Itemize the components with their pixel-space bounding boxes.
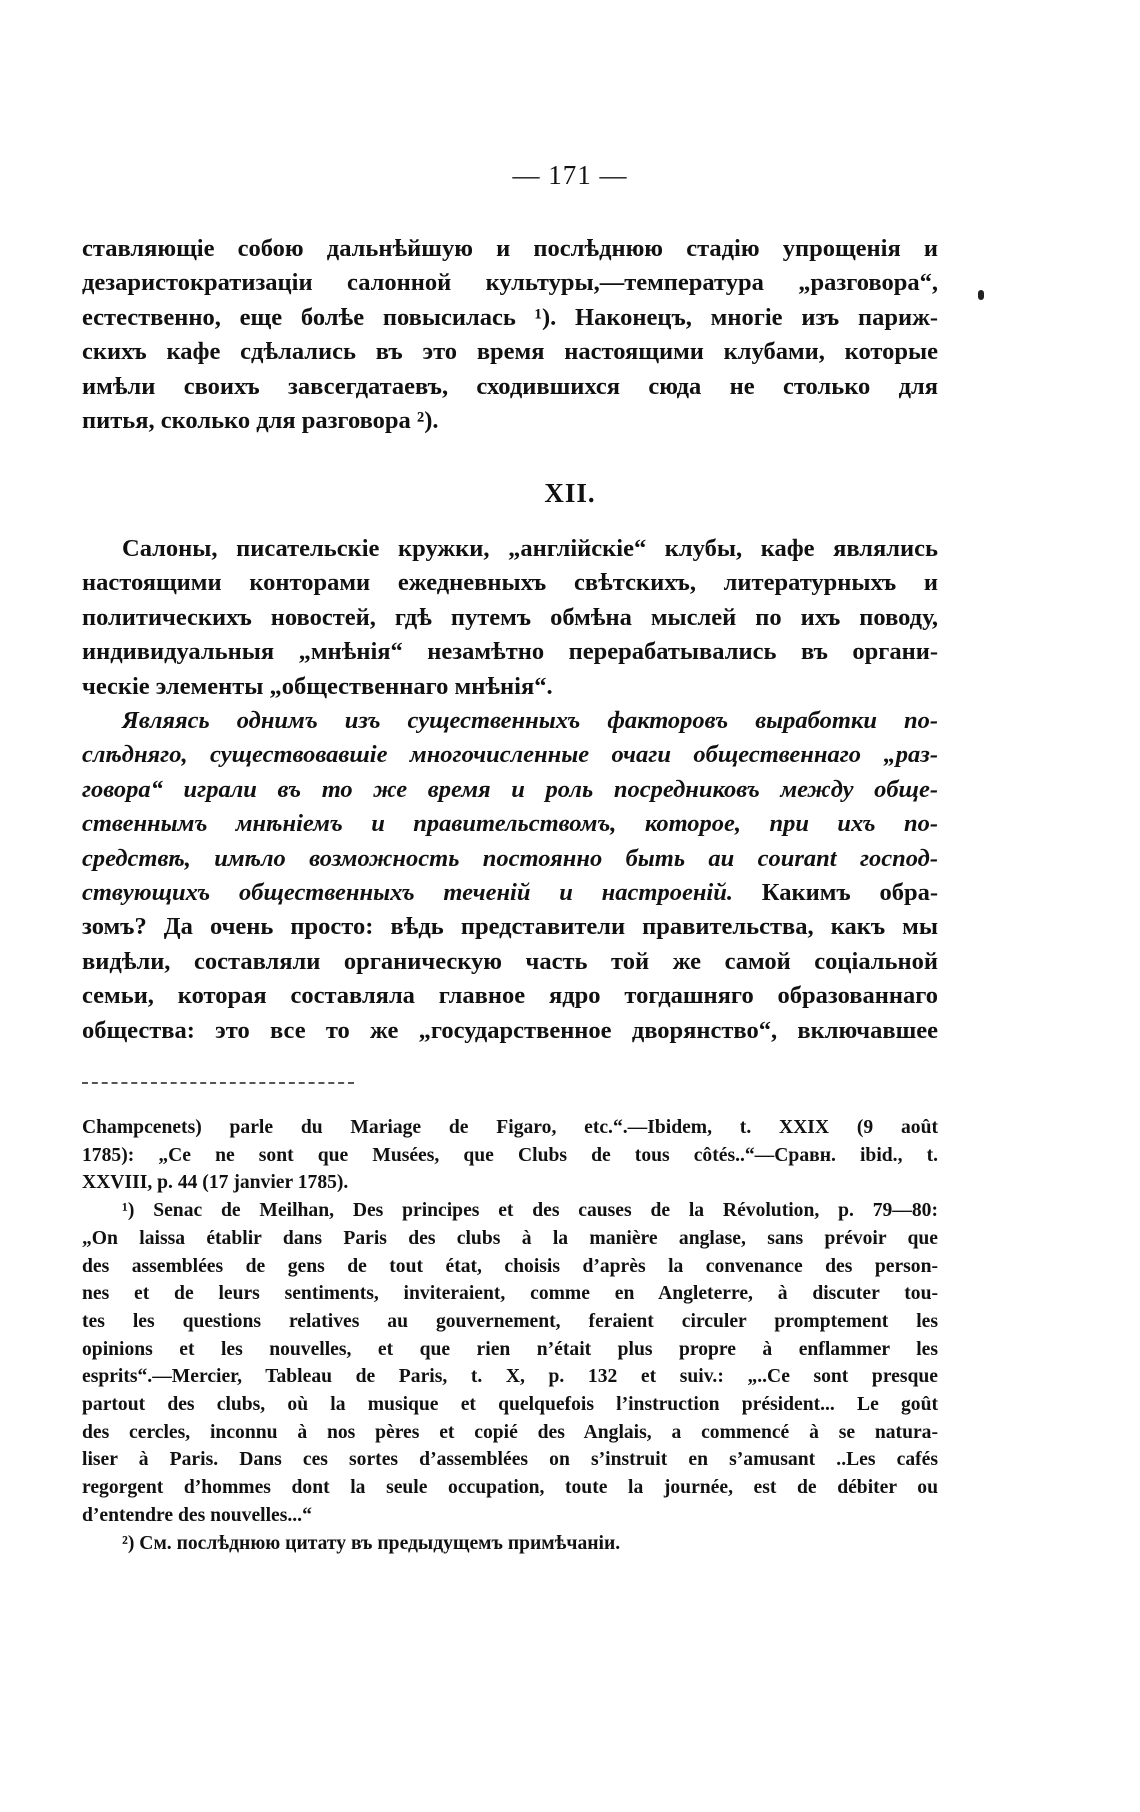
footnote-line: XXVIII, p. 44 (17 janvier 1785).: [82, 1172, 349, 1194]
text-line: ставляющіе собою дальнѣйшую и послѣднюю стадію упрощенія и: [82, 235, 938, 262]
text-line: общества: это все то же „государственное дворянство“, включавшее: [82, 1016, 938, 1044]
footnote-1-line: regorgent d’hommes dont la seule occupation, toute la journée, est de débiter ou: [82, 1477, 938, 1499]
text-line: индивидуальныя „мнѣнія“ незамѣтно перерабатывались въ органи-: [82, 638, 938, 666]
text-line: дезаристократизаціи салонной культуры,—температура „разговора“,: [82, 269, 938, 297]
text-line: Салоны, писательскіе кружки, „англійскіе“ клубы, кафе являлись: [122, 535, 938, 562]
footnote-2: ²) См. послѣднюю цитату въ предыдущемъ примѣчаніи.: [122, 1532, 621, 1554]
text-line: естественно, еще болѣе повысилась ¹). Наконецъ, многіе изъ париж-: [82, 303, 938, 331]
footnote-1-line: des cercles, inconnu à nos pères et copié des Anglais, a commencé à se natura-: [82, 1421, 938, 1443]
footnote-line: 1785): „Ce ne sont que Musées, que Clubs de tous côtés..“—Сравн. ibid., t.: [82, 1144, 938, 1166]
continuation-paragraph: [82, 232, 938, 438]
italic-text-line: средствѣ, имѣло возможность постоянно быть au courant господ-: [82, 844, 938, 872]
text-line: семьи, которая составляла главное ядро тогдашняго образованнаго: [82, 982, 938, 1010]
italic-text-line: слѣдняго, существовавшіе многочисленные очаги общественнаго „раз-: [82, 741, 938, 769]
roman-fragment: Какимъ обра-: [761, 879, 939, 907]
footnote-1-line: ¹) Senac de Meilhan, Des principes et des causes de la Révolution, p. 79—80:: [122, 1200, 938, 1222]
text-line: ческіе элементы „общественнаго мнѣнія“.: [82, 672, 553, 700]
footnote-1-line: des assemblées de gens de tout état, choisis d’après la convenance des person-: [82, 1255, 938, 1277]
footnote-1-line: opinions et les nouvelles, et que rien n’était plus propre à enflammer les: [82, 1338, 938, 1360]
text-line: питья, сколько для разговора ²).: [82, 407, 439, 435]
text-line: политическихъ новостей, гдѣ путемъ обмѣна мыслей по ихъ поводу,: [82, 603, 938, 631]
italic-text-line: ственнымъ мнѣніемъ и правительствомъ, которое, при ихъ по-: [82, 810, 938, 838]
section-body: [82, 532, 938, 1048]
text-line: настоящими конторами ежедневныхъ свѣтскихъ, литературныхъ и: [82, 569, 938, 597]
section-heading: XII.: [544, 478, 596, 508]
text-line: зомъ? Да очень просто: вѣдь представители правительства, какъ мы: [82, 913, 938, 941]
footnote-1-line: esprits“.—Mercier, Tableau de Paris, t. X, p. 132 et suiv.: „..Ce sont presque: [82, 1366, 938, 1388]
italic-text-line: Являясь однимъ изъ существенныхъ факторовъ выработки по-: [122, 707, 938, 735]
italic-fragment: ствующихъ общественныхъ теченій и настроеній.: [82, 879, 733, 907]
footnote-1-line: tes les questions relatives au gouvernement, feraient circuler promptement les: [82, 1310, 938, 1332]
footnote-1-line: nes et de leurs sentiments, inviteraient, comme en Angleterre, à discuter tou-: [82, 1283, 938, 1305]
footnote-1-line: „On laissa établir dans Paris des clubs à la manière anglase, sans prévoir que: [82, 1227, 938, 1249]
margin-mark: [978, 290, 984, 300]
footnote-1-line: d’entendre des nouvelles...“: [82, 1504, 312, 1526]
text-line: имѣли своихъ завсегдатаевъ, сходившихся сюда не столько для: [82, 372, 938, 400]
footnotes: [82, 1114, 938, 1557]
text-line: скихъ кафе сдѣлались въ это время настоящими клубами, которые: [82, 338, 938, 366]
page-number: — 171 —: [512, 160, 628, 190]
mixed-text-line: [82, 876, 938, 910]
footnote-1-line: partout des clubs, où la musique et quelquefois l’instruction président... Le goût: [82, 1394, 938, 1416]
italic-text-line: говора“ играли въ то же время и роль посредниковъ между обще-: [82, 775, 938, 803]
text-line: видѣли, составляли органическую часть той же самой соціальной: [82, 947, 938, 975]
footnote-separator: [82, 1082, 354, 1084]
footnote-line: Champcenets) parle du Mariage de Figaro, etc.“.—Ibidem, t. XXIX (9 août: [82, 1117, 938, 1138]
footnote-1-line: liser à Paris. Dans ces sortes d’assemblées on s’instruit en s’amusant ..Les cafés: [82, 1449, 938, 1471]
